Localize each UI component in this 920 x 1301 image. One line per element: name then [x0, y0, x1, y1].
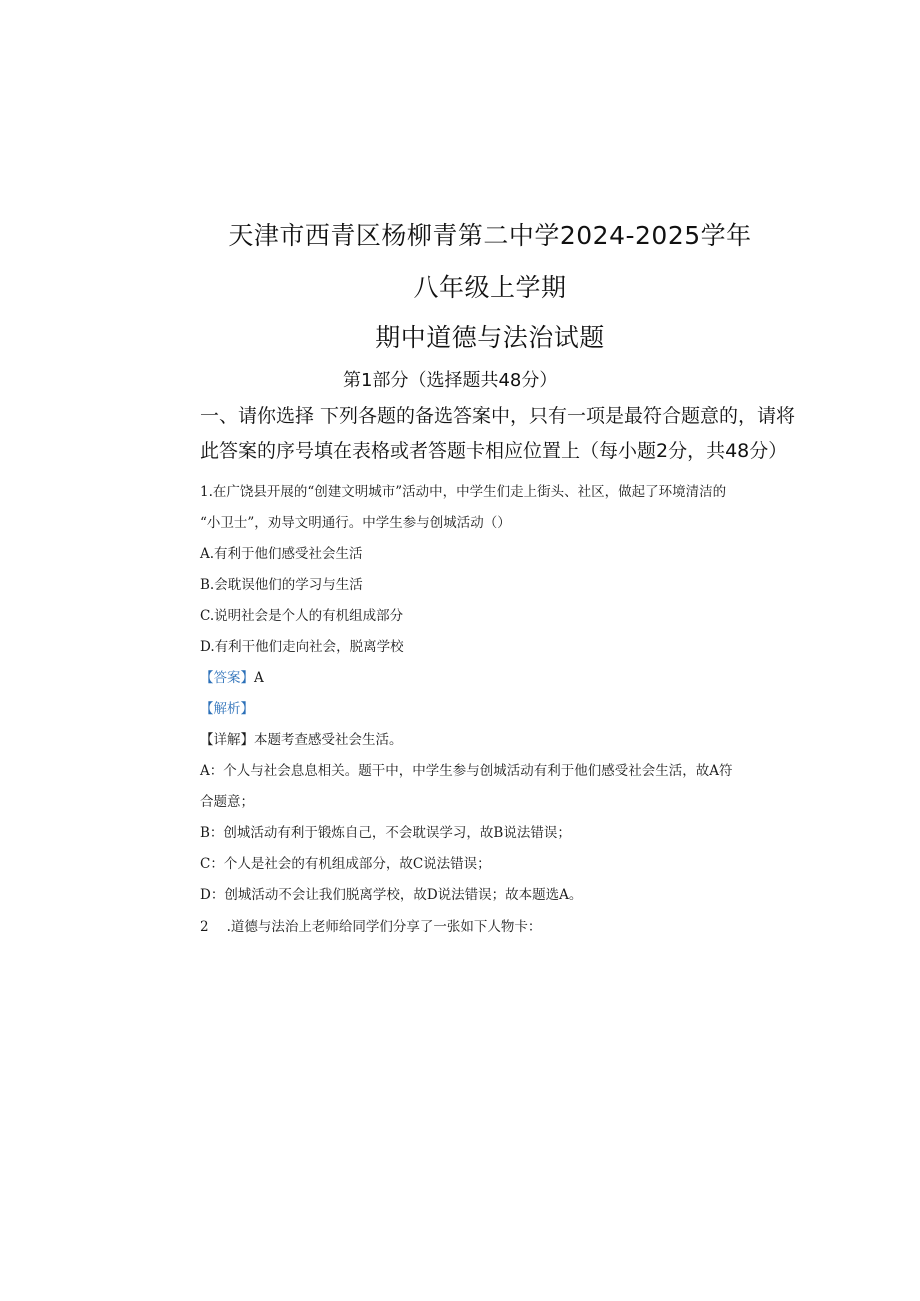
option-c: C.说明社会是个人的有机组成部分 [200, 608, 404, 624]
exam-title-subject: 期中道德与法治试题 [375, 323, 605, 352]
explain-a-line-2: 合题意； [200, 794, 254, 810]
question-1-stem-line-1: 1.在广饶县开展的“创建文明城市”活动中，中学生们走上街头、社区，做起了环境清洁的 [200, 484, 727, 500]
option-a: A.有利于他们感受社会生活 [200, 546, 363, 562]
instruction-line-2: 此答案的序号填在表格或者答题卡相应位置上（每小题2分，共48分） [200, 440, 788, 462]
part-label: 第1部分（选择题共48分） [343, 370, 558, 391]
explain-d: D：创城活动不会让我们脱离学校，故D说法错误；故本题选A。 [200, 887, 583, 903]
question-2-number: 2 [200, 919, 209, 935]
question-1-stem-line-2: “小卫士”，劝导文明通行。中学生参与创城活动（） [200, 515, 511, 531]
analysis-tag: 【解析】 [200, 701, 254, 717]
explain-c: C：个人是社会的有机组成部分，故C说法错误； [200, 856, 491, 872]
answer-value: A [254, 670, 264, 686]
question-2-stem [200, 915, 541, 935]
detail-line: 【详解】本题考查感受社会生活。 [200, 732, 403, 748]
answer-row [200, 666, 264, 686]
instruction-line-1: 一、请你选择 下列各题的备选答案中，只有一项是最符合题意的，请将 [200, 405, 796, 427]
option-b: B.会耽误他们的学习与生活 [200, 577, 363, 593]
exam-title-school: 天津市西青区杨柳青第二中学2024-2025学年 [228, 221, 752, 250]
explain-a-line-1: A：个人与社会息息相关。题干中，中学生参与创城活动有利于他们感受社会生活，故A符 [200, 763, 733, 779]
answer-tag: 【答案】 [200, 670, 254, 686]
explain-b: B：创城活动有利于锻炼自己，不会耽误学习，故B说法错误； [200, 825, 571, 841]
question-2-text: .道德与法治上老师给同学们分享了一张如下人物卡： [226, 919, 542, 935]
option-d: D.有利干他们走向社会，脱离学校 [200, 639, 404, 655]
exam-title-grade: 八年级上学期 [413, 273, 567, 302]
